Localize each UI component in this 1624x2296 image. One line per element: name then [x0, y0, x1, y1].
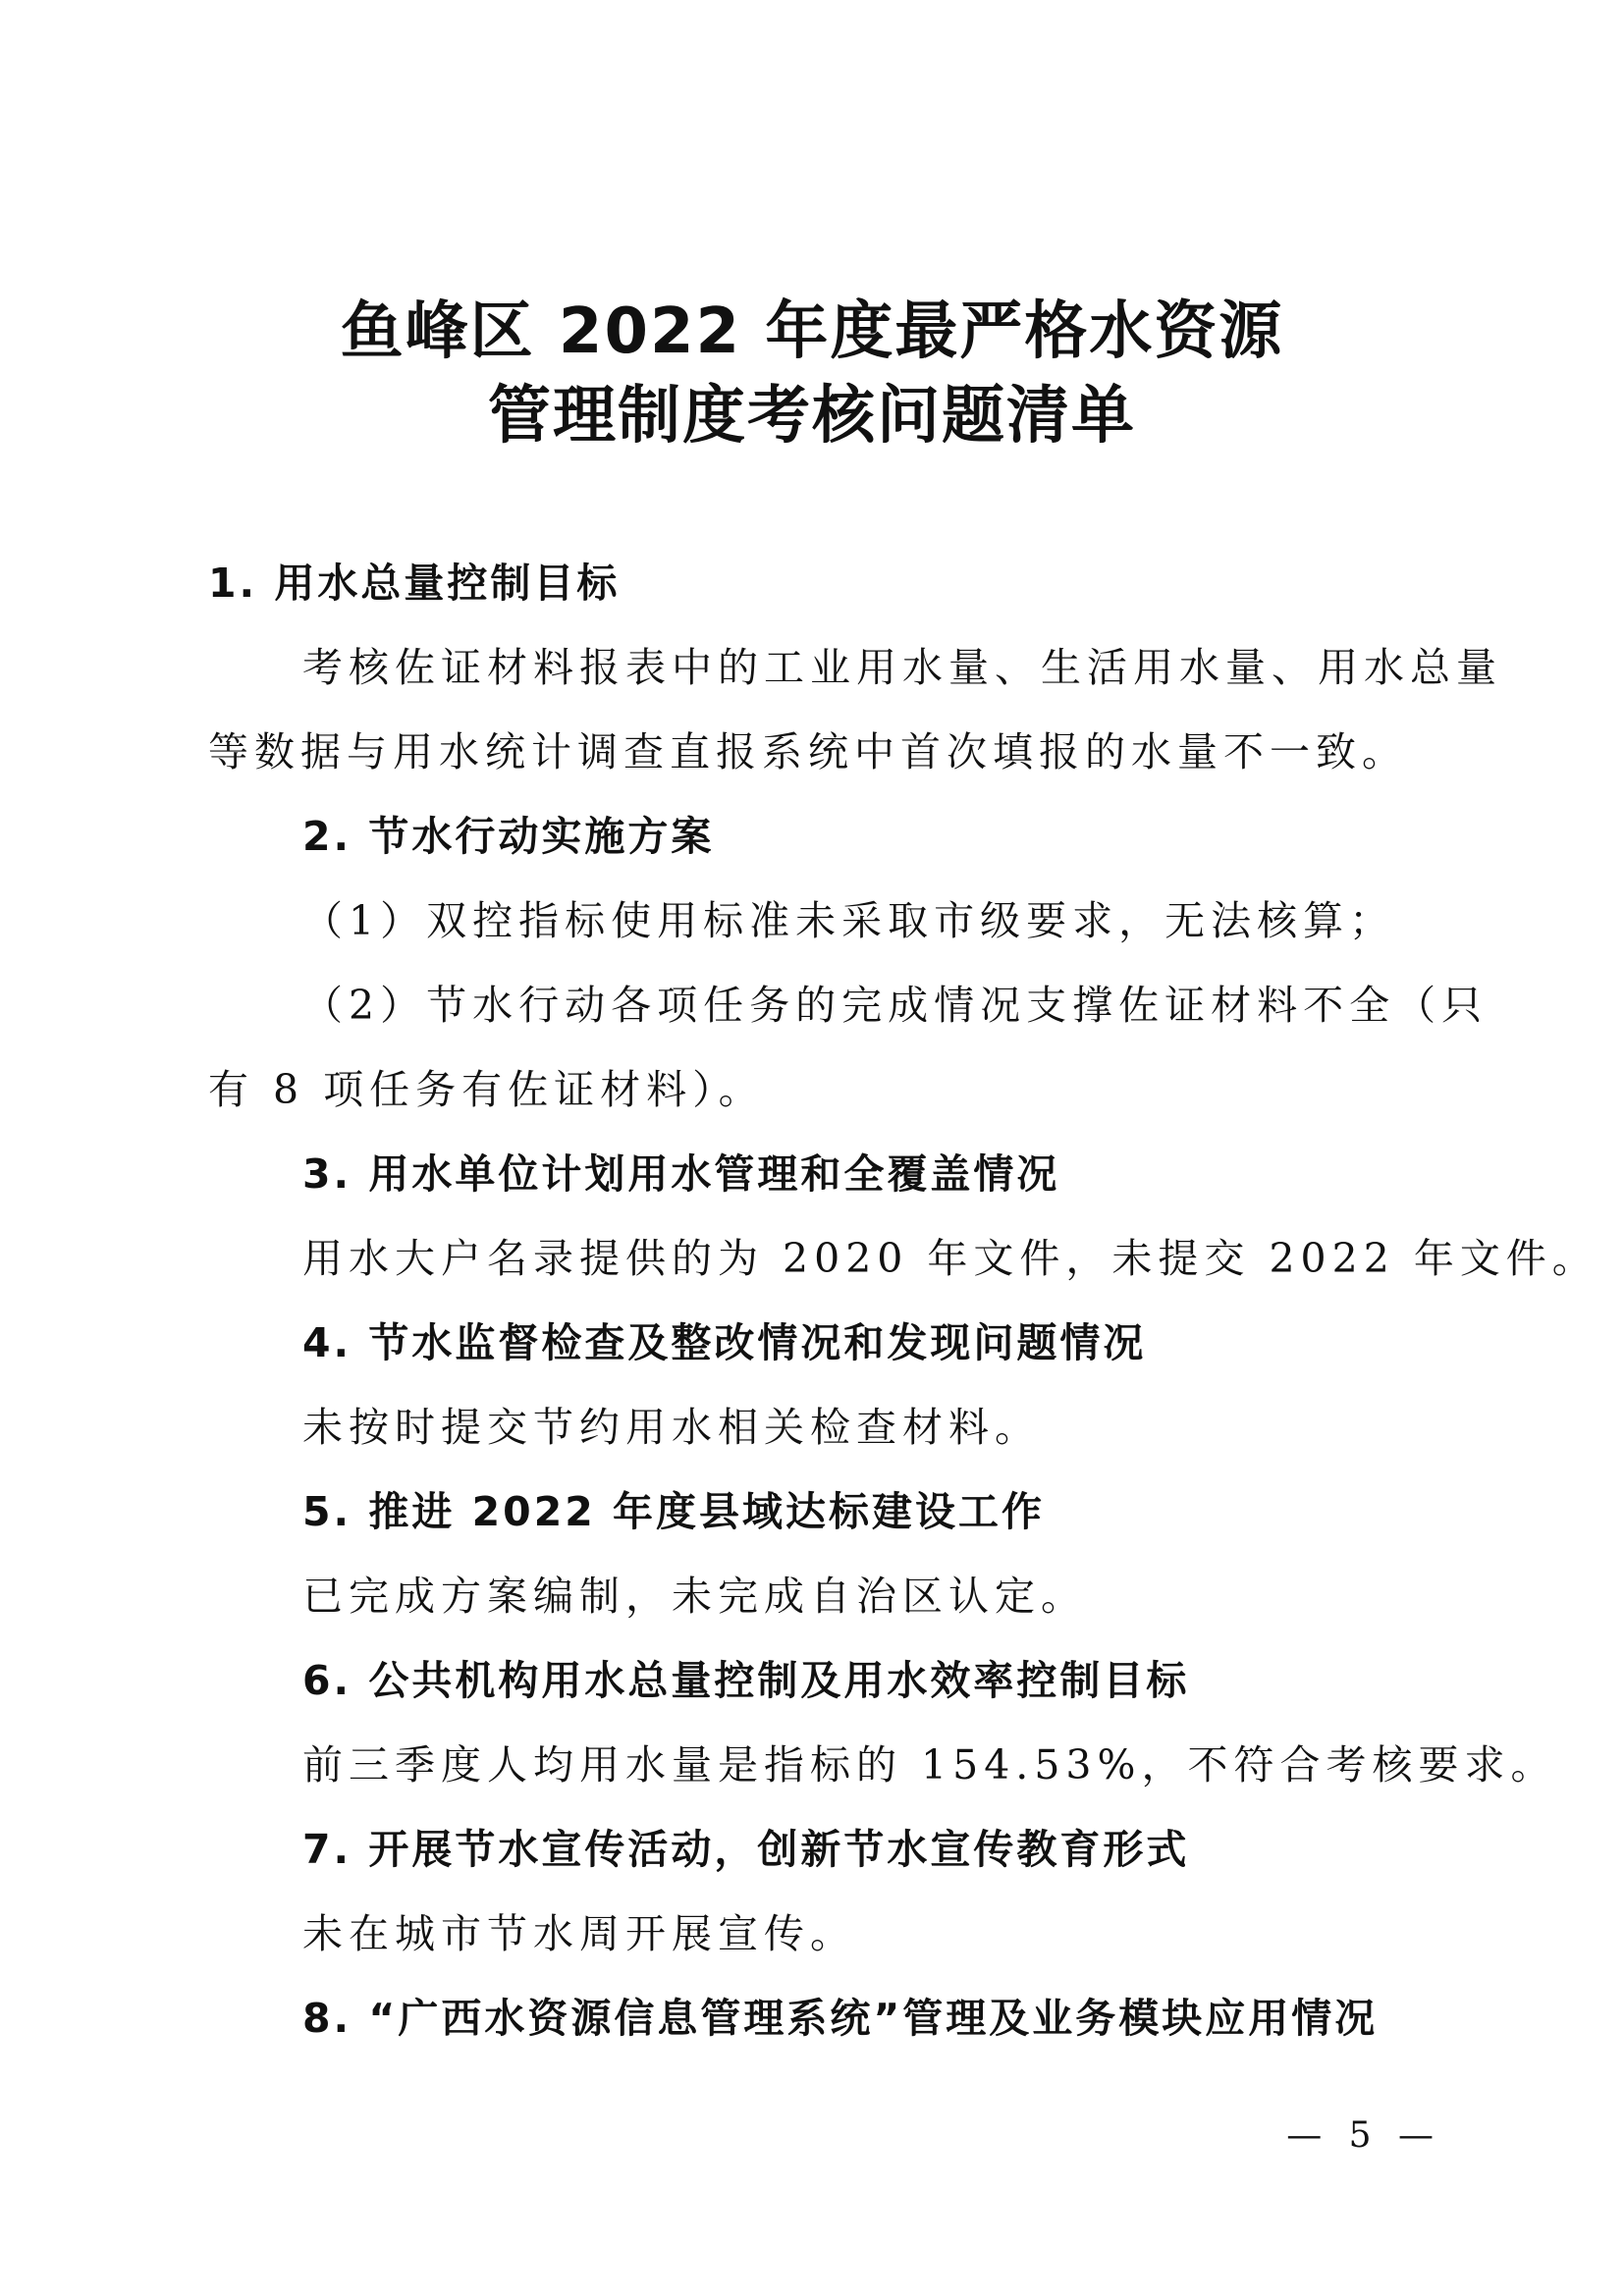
section-3-line-1: 用水大户名录提供的为 2020 年文件，未提交 2022 年文件。 — [302, 1235, 1598, 1282]
section-3-heading: 3. 用水单位计划用水管理和全覆盖情况 — [302, 1150, 1060, 1198]
section-4-heading: 4. 节水监督检查及整改情况和发现问题情况 — [302, 1319, 1147, 1366]
section-6-heading: 6. 公共机构用水总量控制及用水效率控制目标 — [302, 1657, 1190, 1704]
document-title-line-2: 管理制度考核问题清单 — [488, 380, 1136, 453]
section-8-heading: 8. “广西水资源信息管理系统”管理及业务模块应用情况 — [302, 1995, 1379, 2042]
section-7-line-1: 未在城市节水周开展宣传。 — [302, 1910, 856, 1957]
section-2-line-2: （2）节水行动各项任务的完成情况支撑佐证材料不全（只 — [302, 982, 1489, 1029]
section-1-line-1: 考核佐证材料报表中的工业用水量、生活用水量、用水总量 — [302, 644, 1502, 691]
section-1-line-2: 等数据与用水统计调查直报系统中首次填报的水量不一致。 — [208, 728, 1408, 775]
section-6-line-1: 前三季度人均用水量是指标的 154.53%，不符合考核要求。 — [302, 1741, 1557, 1789]
section-2-line-1: （1）双控指标使用标准未采取市级要求，无法核算； — [302, 897, 1396, 944]
section-7-heading: 7. 开展节水宣传活动，创新节水宣传教育形式 — [302, 1826, 1190, 1873]
section-5-heading: 5. 推进 2022 年度县域达标建设工作 — [302, 1488, 1046, 1535]
section-4-line-1: 未按时提交节约用水相关检查材料。 — [302, 1404, 1041, 1451]
section-1-heading: 1. 用水总量控制目标 — [208, 560, 621, 607]
section-5-line-1: 已完成方案编制，未完成自治区认定。 — [302, 1573, 1087, 1620]
page-number: — 5 — — [1286, 2115, 1441, 2156]
section-2-heading: 2. 节水行动实施方案 — [302, 813, 715, 860]
section-2-line-3: 有 8 项任务有佐证材料）。 — [208, 1066, 765, 1113]
document-title-line-1: 鱼峰区 2022 年度最严格水资源 — [340, 295, 1284, 368]
